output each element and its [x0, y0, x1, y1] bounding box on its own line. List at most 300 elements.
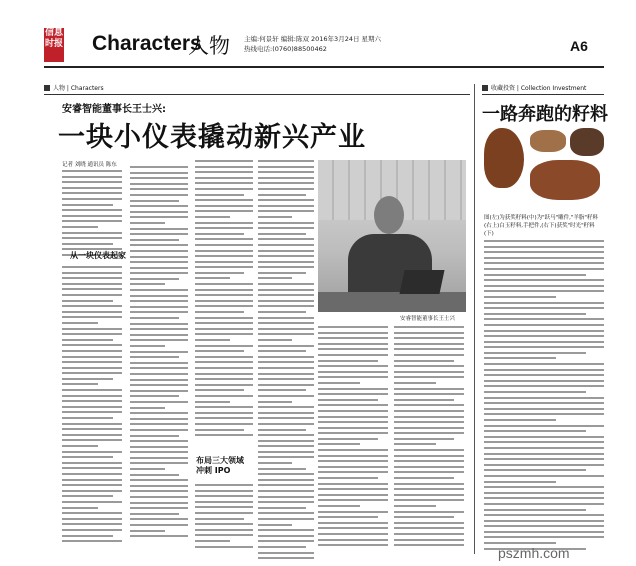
text-line — [318, 483, 388, 485]
text-line — [195, 233, 244, 235]
text-line — [62, 378, 113, 380]
text-line — [394, 539, 464, 541]
text-line — [195, 333, 253, 335]
text-line — [394, 404, 464, 406]
section-label-left-text: 人物 | Characters — [53, 85, 104, 92]
text-line — [318, 348, 388, 350]
text-line — [258, 250, 314, 252]
text-line — [62, 428, 122, 430]
text-line — [258, 406, 314, 408]
text-line — [394, 382, 436, 384]
text-line — [62, 495, 113, 497]
text-line — [258, 205, 314, 207]
text-line — [394, 527, 464, 529]
text-line — [195, 345, 253, 347]
text-line — [258, 222, 314, 224]
text-line — [258, 501, 314, 503]
text-line — [258, 417, 314, 419]
text-line — [195, 506, 253, 508]
desk-shape — [318, 292, 466, 312]
page-number: A6 — [570, 38, 588, 54]
text-line — [130, 300, 188, 302]
text-line — [62, 170, 122, 172]
text-line — [258, 445, 314, 447]
text-line — [62, 540, 122, 542]
text-line — [195, 283, 253, 285]
text-line — [258, 328, 314, 330]
text-line — [484, 330, 604, 332]
text-line — [130, 356, 179, 358]
text-line — [258, 255, 314, 257]
text-line — [258, 535, 314, 537]
text-line — [484, 520, 604, 522]
text-line — [258, 177, 314, 179]
text-line — [130, 474, 179, 476]
text-line — [394, 388, 464, 390]
text-line — [62, 209, 122, 211]
text-line — [62, 316, 122, 318]
text-line — [62, 400, 122, 402]
text-line — [62, 490, 122, 492]
text-line — [62, 344, 122, 346]
text-line — [62, 367, 122, 369]
text-line — [130, 524, 188, 526]
text-line — [130, 479, 188, 481]
text-line — [258, 518, 314, 520]
text-line — [394, 499, 464, 501]
text-line — [62, 507, 98, 509]
text-line — [195, 356, 253, 358]
text-line — [484, 318, 604, 320]
text-line — [258, 473, 314, 475]
text-line — [195, 194, 244, 196]
text-line — [484, 357, 556, 359]
text-line — [318, 443, 360, 445]
text-line — [62, 473, 122, 475]
logo-line-1: 信息 — [44, 28, 63, 38]
text-line — [258, 429, 306, 431]
text-line — [130, 205, 188, 207]
body-column-1a — [62, 170, 122, 260]
text-line — [62, 339, 113, 341]
text-line — [130, 222, 165, 224]
text-line — [318, 332, 388, 334]
text-line — [484, 391, 586, 393]
text-line — [195, 534, 253, 536]
text-line — [62, 451, 122, 453]
text-line — [484, 397, 604, 399]
text-line — [318, 438, 378, 440]
text-line — [318, 533, 388, 535]
text-line — [130, 535, 188, 537]
text-line — [318, 527, 388, 529]
text-line — [394, 421, 464, 423]
body-column-1b — [62, 266, 122, 546]
text-line — [258, 496, 314, 498]
text-line — [130, 485, 188, 487]
section-rule-right — [482, 94, 604, 95]
text-line — [258, 412, 314, 414]
body-column-5 — [318, 326, 388, 550]
text-line — [484, 290, 604, 292]
text-line — [130, 490, 188, 492]
text-line — [318, 516, 378, 518]
text-line — [394, 483, 464, 485]
text-line — [258, 557, 314, 559]
text-line — [484, 514, 604, 516]
text-line — [258, 238, 314, 240]
text-line — [258, 300, 314, 302]
text-line — [62, 361, 122, 363]
text-line — [195, 429, 244, 431]
text-line — [195, 523, 253, 525]
text-line — [394, 332, 464, 334]
text-line — [258, 272, 306, 274]
text-line — [318, 466, 388, 468]
text-line — [62, 395, 122, 397]
text-line — [258, 266, 314, 268]
text-line — [484, 475, 604, 477]
text-line — [394, 522, 464, 524]
text-line — [394, 427, 464, 429]
text-line — [258, 434, 314, 436]
text-line — [62, 277, 122, 279]
text-line — [484, 486, 604, 488]
text-line — [195, 350, 244, 352]
text-line — [258, 194, 306, 196]
laptop-shape — [399, 270, 444, 294]
text-line — [130, 373, 188, 375]
text-line — [394, 494, 464, 496]
text-line — [130, 239, 179, 241]
text-line — [258, 462, 292, 464]
text-line — [484, 430, 586, 432]
text-line — [258, 227, 314, 229]
text-line — [130, 228, 188, 230]
person-head-shape — [374, 196, 404, 234]
text-line — [258, 160, 314, 162]
text-line — [258, 529, 314, 531]
text-line — [62, 501, 122, 503]
text-line — [394, 376, 464, 378]
text-line — [258, 468, 306, 470]
text-line — [258, 289, 314, 291]
text-line — [195, 300, 253, 302]
text-line — [62, 226, 98, 228]
column-divider — [474, 84, 475, 554]
text-line — [130, 166, 188, 168]
text-line — [484, 324, 604, 326]
text-line — [130, 384, 188, 386]
text-line — [195, 328, 253, 330]
text-line — [394, 343, 464, 345]
text-line — [195, 322, 253, 324]
text-line — [484, 335, 604, 337]
text-line — [258, 552, 314, 554]
text-line — [130, 518, 188, 520]
text-line — [195, 250, 253, 252]
text-line — [258, 350, 306, 352]
text-line — [394, 326, 464, 328]
text-line — [195, 339, 230, 341]
text-line — [62, 411, 122, 413]
text-line — [484, 408, 604, 410]
text-line — [318, 421, 388, 423]
square-bullet-icon — [44, 85, 50, 91]
text-line — [394, 337, 464, 339]
text-line — [195, 395, 253, 397]
text-line — [318, 365, 388, 367]
text-line — [62, 333, 122, 335]
text-line — [62, 237, 122, 239]
text-line — [484, 268, 604, 270]
text-line — [195, 401, 230, 403]
text-line — [130, 183, 188, 185]
text-line — [484, 385, 604, 387]
text-line — [258, 440, 314, 442]
text-line — [62, 389, 122, 391]
text-line — [130, 530, 165, 532]
text-line — [258, 244, 314, 246]
text-line — [195, 244, 253, 246]
text-line — [258, 305, 314, 307]
text-line — [484, 374, 604, 376]
text-line — [484, 302, 604, 304]
text-line — [62, 215, 122, 217]
text-line — [318, 460, 388, 462]
text-line — [195, 261, 253, 263]
text-line — [318, 360, 378, 362]
text-line — [195, 501, 253, 503]
photo-caption: 安睿智能董事长王士兴 — [400, 316, 456, 322]
text-line — [484, 313, 586, 315]
text-line — [130, 194, 188, 196]
text-line — [258, 166, 314, 168]
text-line — [394, 399, 454, 401]
text-line — [258, 277, 292, 279]
text-line — [394, 348, 464, 350]
text-line — [62, 356, 122, 358]
text-line — [394, 511, 464, 513]
text-line — [318, 494, 388, 496]
text-line — [195, 423, 253, 425]
text-line — [195, 255, 253, 257]
jade-stone-image — [570, 128, 604, 156]
side-image-caption: 图(左)为获奖籽料(中)为"跃马"雕件,"羊脂"籽料(右上)白玉籽料,手把件,(右下)获奖"时光"籽料(下) — [484, 215, 598, 237]
text-line — [62, 479, 122, 481]
text-line — [130, 177, 188, 179]
text-line — [484, 246, 604, 248]
text-line — [258, 210, 314, 212]
body-column-3a — [195, 160, 253, 440]
text-line — [258, 540, 314, 542]
text-line — [195, 484, 253, 486]
text-line — [62, 204, 113, 206]
text-line — [130, 289, 188, 291]
text-line — [318, 427, 388, 429]
text-line — [62, 484, 122, 486]
jade-stone-image — [484, 128, 524, 188]
text-line — [318, 471, 388, 473]
body-column-6 — [394, 326, 464, 550]
text-line — [130, 429, 188, 431]
text-line — [484, 464, 604, 466]
text-line — [62, 523, 122, 525]
text-line — [130, 188, 188, 190]
text-line — [62, 272, 122, 274]
text-line — [130, 272, 188, 274]
text-line — [130, 200, 179, 202]
text-line — [394, 354, 464, 356]
text-line — [484, 509, 586, 511]
text-line — [258, 401, 292, 403]
text-line — [394, 410, 464, 412]
text-line — [318, 399, 378, 401]
text-line — [484, 346, 604, 348]
section-label-left — [44, 84, 104, 94]
text-line — [258, 361, 314, 363]
text-line — [130, 267, 188, 269]
text-line — [62, 417, 113, 419]
article-headline: 一块小仪表撬动新兴产业 — [58, 122, 366, 153]
jade-stone-image — [530, 160, 600, 200]
editor-date-line: 主编:何景轩 编辑:陈双 2016年3月24日 星期六 — [244, 35, 382, 43]
text-line — [258, 512, 314, 514]
text-line — [195, 311, 244, 313]
text-line — [195, 205, 253, 207]
text-line — [195, 188, 253, 190]
text-line — [318, 343, 388, 345]
text-line — [484, 257, 604, 259]
text-line — [484, 481, 556, 483]
text-line — [258, 294, 314, 296]
text-line — [62, 328, 122, 330]
text-line — [130, 502, 188, 504]
text-line — [258, 373, 314, 375]
text-line — [394, 449, 464, 451]
text-line — [130, 250, 188, 252]
text-line — [195, 166, 253, 168]
text-line — [195, 294, 253, 296]
text-line — [195, 160, 253, 162]
text-line — [258, 423, 314, 425]
text-line — [130, 334, 188, 336]
text-line — [62, 300, 113, 302]
text-line — [195, 272, 244, 274]
text-line — [130, 278, 179, 280]
text-line — [318, 432, 388, 434]
text-line — [195, 512, 253, 514]
text-line — [195, 361, 253, 363]
text-line — [318, 388, 388, 390]
text-line — [484, 458, 604, 460]
text-line — [318, 477, 378, 479]
text-line — [195, 177, 253, 179]
text-line — [484, 503, 604, 505]
text-line — [484, 436, 604, 438]
text-line — [130, 407, 165, 409]
subheading-2: 布局三大领域 冲刺 IPO — [196, 456, 244, 475]
text-line — [62, 406, 122, 408]
text-line — [318, 382, 360, 384]
text-line — [130, 244, 188, 246]
text-line — [62, 372, 122, 374]
text-line — [394, 416, 464, 418]
text-line — [130, 390, 188, 392]
text-line — [484, 380, 604, 382]
text-line — [484, 369, 604, 371]
text-line — [195, 434, 253, 436]
text-line — [195, 412, 253, 414]
text-line — [130, 323, 188, 325]
text-line — [195, 222, 253, 224]
text-line — [258, 384, 314, 386]
text-line — [130, 457, 188, 459]
text-line — [195, 495, 253, 497]
text-line — [258, 479, 314, 481]
text-line — [195, 277, 230, 279]
text-line — [62, 350, 122, 352]
text-line — [258, 356, 314, 358]
text-line — [484, 341, 604, 343]
masthead-info — [244, 34, 381, 54]
text-line — [62, 243, 113, 245]
masthead — [0, 26, 636, 66]
text-line — [484, 240, 604, 242]
text-line — [130, 462, 188, 464]
text-line — [195, 199, 253, 201]
text-line — [195, 490, 253, 492]
text-line — [318, 544, 388, 546]
text-line — [394, 360, 454, 362]
text-line — [130, 468, 165, 470]
text-line — [258, 322, 314, 324]
text-line — [62, 192, 122, 194]
text-line — [195, 171, 253, 173]
text-line — [62, 283, 122, 285]
text-line — [130, 412, 188, 414]
text-line — [394, 477, 454, 479]
section-title-zh: 人物 — [188, 34, 230, 58]
side-body-text — [484, 240, 604, 553]
text-line — [318, 326, 388, 328]
text-line — [258, 456, 314, 458]
text-line — [62, 383, 98, 385]
text-line — [258, 333, 314, 335]
text-line — [258, 367, 314, 369]
text-line — [195, 289, 253, 291]
text-line — [318, 539, 388, 541]
text-line — [484, 262, 604, 264]
text-line — [195, 417, 253, 419]
text-line — [130, 172, 188, 174]
text-line — [258, 339, 292, 341]
text-line — [195, 384, 253, 386]
text-line — [258, 546, 306, 548]
text-line — [484, 413, 604, 415]
text-line — [318, 371, 388, 373]
text-line — [130, 216, 188, 218]
hotline-line: 热线电话:(0760)88500462 — [244, 45, 327, 53]
text-line — [62, 181, 122, 183]
text-line — [130, 339, 188, 341]
text-line — [394, 443, 436, 445]
text-line — [62, 288, 122, 290]
text-line — [62, 535, 113, 537]
text-line — [394, 505, 436, 507]
text-line — [484, 285, 604, 287]
text-line — [130, 496, 188, 498]
